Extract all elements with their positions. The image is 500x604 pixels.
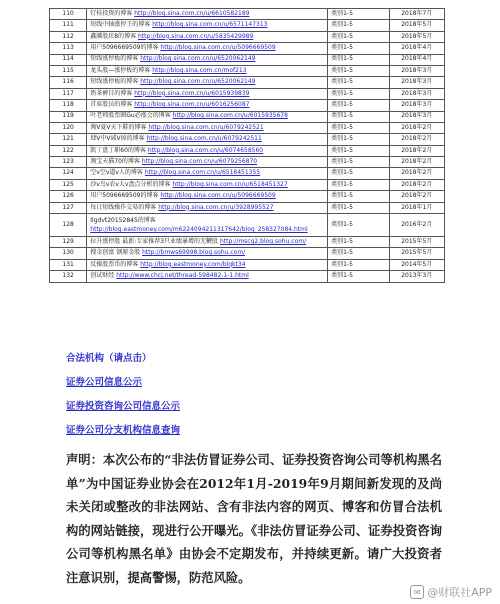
date-cell: 2018年4月 <box>389 43 444 54</box>
site-name: 短线中轴涨停王的博客 <box>90 21 151 29</box>
category-cell: 类别1-5 <box>328 134 389 145</box>
site-name: 龙头股—涨停板的博客 <box>90 66 151 74</box>
table-row <box>50 77 445 88</box>
category-cell: 类别1-5 <box>328 31 389 42</box>
investment-consulting-info-link[interactable]: 证券投资咨询公司信息公示 <box>66 401 181 412</box>
table-row <box>50 65 445 76</box>
table-row <box>50 202 445 213</box>
date-cell: 2016年2月 <box>389 214 444 237</box>
category-cell: 类别1-5 <box>328 248 389 259</box>
date-cell: 2018年7月 <box>389 9 444 20</box>
site-name: 沙v鸟v农v大v盘点分析的博客 <box>90 180 171 188</box>
row-number: 129 <box>50 237 87 248</box>
row-number: 119 <box>50 111 87 122</box>
date-cell: 2018年2月 <box>389 168 444 179</box>
table-row <box>50 191 445 202</box>
site-name: 叶老师股票圈Gu必涨会的博客 <box>90 112 171 120</box>
category-cell: 类别1-5 <box>328 237 389 248</box>
site-url-link[interactable]: http://blog.sina.com.cn/u/6610582189 <box>134 9 250 17</box>
site-name: 短线涨停板的博客 <box>90 55 139 63</box>
site-name-cell <box>87 122 328 133</box>
row-number: 113 <box>50 43 87 54</box>
table-row <box>50 100 445 111</box>
table-row <box>50 168 445 179</box>
site-name-cell <box>87 65 328 76</box>
date-cell: 2018年3月 <box>389 77 444 88</box>
row-number: 125 <box>50 179 87 190</box>
site-name: 搜金创富 钢原金股 <box>90 249 141 257</box>
table-row <box>50 111 445 122</box>
site-name-cell <box>87 145 328 156</box>
site-name-cell <box>87 179 328 190</box>
site-name-cell <box>87 202 328 213</box>
category-cell: 类别1-5 <box>328 77 389 88</box>
site-name: 首席股员的博客 <box>90 101 133 109</box>
site-name: 短线涨停板的博客 <box>90 78 139 86</box>
site-url-link[interactable]: http://blog.sina.com.cn/u/6079242521 <box>148 123 264 131</box>
blacklist-table <box>49 8 445 283</box>
date-cell: 2018年2月 <box>389 145 444 156</box>
date-cell: 2018年3月 <box>389 65 444 76</box>
table-row <box>50 31 445 42</box>
site-name: 鑫膦股状8的博客 <box>90 32 137 40</box>
table-row <box>50 43 445 54</box>
site-name: 用户5096669509的博客 <box>90 192 159 200</box>
site-name-cell <box>87 168 328 179</box>
row-number: 111 <box>50 20 87 31</box>
site-name: 肆V中V诚V掉的博客 <box>90 135 145 143</box>
date-cell: 2018年3月 <box>389 111 444 122</box>
category-cell: 类别1-5 <box>328 88 389 99</box>
category-cell: 类别1-5 <box>328 214 389 237</box>
row-number: 130 <box>50 248 87 259</box>
row-number: 126 <box>50 191 87 202</box>
site-url-link[interactable]: http://blog.sina.com.cn/u/6571147313 <box>152 21 268 29</box>
site-name: 反操股票币的博客 <box>90 260 139 268</box>
date-cell: 2018年4月 <box>389 54 444 65</box>
site-name: 奶茶裤目的博客 <box>90 89 133 97</box>
site-name: 空v空v道v人的博客 <box>90 169 143 177</box>
site-url-link[interactable]: http://blog.sina.com.cn/u/6079256870 <box>141 157 258 165</box>
table-row <box>50 9 445 20</box>
row-number: 131 <box>50 259 87 270</box>
watermark-text: @财联社APP <box>427 586 492 599</box>
row-number: 114 <box>50 54 87 65</box>
table-row <box>50 179 445 190</box>
table-row <box>50 54 445 65</box>
legal-institutions-section <box>66 350 180 446</box>
site-name-cell <box>87 100 328 111</box>
category-cell: 类别1-5 <box>328 20 389 31</box>
row-number: 120 <box>50 122 87 133</box>
site-name-cell <box>87 214 328 237</box>
category-cell: 类别1-5 <box>328 9 389 20</box>
category-cell: 类别1-5 <box>328 259 389 270</box>
site-name: 每日短线操作交易的博客 <box>90 203 157 211</box>
site-name-cell <box>87 237 328 248</box>
site-name: 凯丁盘丁职60的博客 <box>90 146 146 154</box>
watermark <box>410 584 492 600</box>
category-cell: 类别1-5 <box>328 111 389 122</box>
table-row <box>50 134 445 145</box>
category-cell: 类别1-5 <box>328 271 389 282</box>
site-name-cell <box>87 9 328 20</box>
branch-office-query-link[interactable]: 证券公司分支机构信息查询 <box>66 425 181 436</box>
site-url-link[interactable]: http://mscq2.blog.sohu.com/ <box>219 237 307 245</box>
site-name-cell <box>87 134 328 145</box>
site-url-link[interactable]: http://blog.eastmoney.com/m6224094211317642/blog_258327084.html <box>90 226 308 234</box>
table-row <box>50 214 445 237</box>
category-cell: 类别1-5 <box>328 168 389 179</box>
site-name-cell <box>87 248 328 259</box>
site-name-cell <box>87 31 328 42</box>
row-number: 116 <box>50 77 87 88</box>
site-name: 淘V夏V天下鞋的博客 <box>90 123 147 131</box>
site-name-cell <box>87 54 328 65</box>
site-url-link[interactable]: http://bmws69998.blog.sohu.com/ <box>142 249 246 257</box>
date-cell: 2018年5月 <box>389 31 444 42</box>
site-name-cell <box>87 191 328 202</box>
site-name: 淘宝天猫70的博客 <box>90 157 140 165</box>
site-name-cell <box>87 88 328 99</box>
site-name-cell <box>87 43 328 54</box>
date-cell: 2018年2月 <box>389 134 444 145</box>
site-name-cell <box>87 157 328 168</box>
table-row <box>50 237 445 248</box>
category-cell: 类别1-5 <box>328 179 389 190</box>
table-row <box>50 20 445 31</box>
date-cell: 2018年3月 <box>389 100 444 111</box>
site-url-link[interactable]: http://blog.sina.com.cn/u/5096669509 <box>160 192 276 200</box>
category-cell: 类别1-5 <box>328 202 389 213</box>
site-name-cell <box>87 271 328 282</box>
site-name-cell <box>87 259 328 270</box>
site-url-link[interactable]: http://blog.sina.com.cn/u/6520062149 <box>140 55 256 63</box>
site-url-link[interactable]: http://blog.sina.com.cn/u/3928995527 <box>158 203 274 211</box>
table-row <box>50 271 445 282</box>
table-row <box>50 145 445 156</box>
site-url-link[interactable]: http://blog.sina.com.cn/u/5096669509 <box>160 44 276 52</box>
category-cell: 类别1-5 <box>328 100 389 111</box>
category-cell: 类别1-5 <box>328 65 389 76</box>
site-url-link[interactable]: http://blog.sina.com.cn/u/6518451355 <box>144 169 261 177</box>
date-cell: 2018年2月 <box>389 191 444 202</box>
site-url-link[interactable]: http://blog.sina.com.cn/u/6074658560 <box>147 146 264 154</box>
table-row <box>50 248 445 259</box>
site-name: 用户5096669509的博客 <box>90 44 159 52</box>
site-name: Ilgdvt20152845的博客 <box>90 217 156 225</box>
row-number: 117 <box>50 88 87 99</box>
site-name-cell <box>87 20 328 31</box>
date-cell: 2018年1月 <box>389 202 444 213</box>
date-cell: 2018年3月 <box>389 88 444 99</box>
site-url-link[interactable]: http://blog.sina.com.cn/mof213 <box>152 66 247 74</box>
category-cell: 类别1-5 <box>328 191 389 202</box>
date-cell: 2015年5月 <box>389 237 444 248</box>
row-number: 123 <box>50 157 87 168</box>
site-url-link[interactable]: http://blog.sina.com.cn/u/6015939839 <box>134 89 250 97</box>
table-row <box>50 259 445 270</box>
site-url-link[interactable]: http://blog.sina.com.cn/u/5835429989 <box>138 32 254 40</box>
date-cell: 2014年5月 <box>389 259 444 270</box>
table-row <box>50 122 445 133</box>
date-cell: 2013年3月 <box>389 271 444 282</box>
row-number: 124 <box>50 168 87 179</box>
date-cell: 2018年5月 <box>389 20 444 31</box>
row-number: 115 <box>50 65 87 76</box>
securities-company-info-link[interactable]: 证券公司信息公示 <box>66 377 143 388</box>
site-url-link[interactable]: http://blog.sina.com.cn/u/6079242511 <box>146 135 262 143</box>
category-cell: 类别1-5 <box>328 145 389 156</box>
category-cell: 类别1-5 <box>328 54 389 65</box>
site-name-cell <box>87 77 328 88</box>
site-name: 钌桂投资的博客 <box>90 9 133 17</box>
site-url-link[interactable]: http://blog.sina.com.cn/u/6520062149 <box>140 78 256 86</box>
date-cell: 2015年5月 <box>389 248 444 259</box>
row-number: 122 <box>50 145 87 156</box>
site-url-link[interactable]: http://blog.eastmoney.com/blqkt34 <box>140 260 246 268</box>
site-url-link[interactable]: http://blog.sina.com.cn/u/6015935678 <box>172 112 288 120</box>
category-cell: 类别1-5 <box>328 43 389 54</box>
category-cell: 类别1-5 <box>328 157 389 168</box>
site-url-link[interactable]: http://blog.sina.com.cn/u/6518451327 <box>172 180 288 188</box>
disclaimer-statement: 声明：本次公布的“非法仿冒证券公司、证券投资咨询公司等机构黑名单”为中国证券业协会在2012年1月-2019年9月期间新发现的及尚未关闭或整改的非法网站、含有非法内容的网页、博客和仿冒合法机构的网站链接，现进行公开曝光。《非法仿冒证券公司、证券投资咨询公司等机构黑名单》由协会不定期发布，并持续更新。请广大投资者注意识别，提高警惕，防范风险。 <box>66 452 442 585</box>
date-cell: 2018年2月 <box>389 157 444 168</box>
date-cell: 2018年2月 <box>389 122 444 133</box>
row-number: 127 <box>50 202 87 213</box>
row-number: 121 <box>50 134 87 145</box>
row-number: 128 <box>50 214 87 237</box>
site-name-cell <box>87 111 328 122</box>
category-cell: 类别1-5 <box>328 122 389 133</box>
table-row <box>50 88 445 99</box>
row-number: 118 <box>50 100 87 111</box>
app-logo-icon: ✉ <box>410 585 424 599</box>
row-number: 112 <box>50 31 87 42</box>
row-number: 110 <box>50 9 87 20</box>
site-url-link[interactable]: http://www.chcj.net/thread-598482-1-1.html <box>116 272 249 280</box>
site-name: 创试财经 <box>90 272 115 280</box>
site-name: 拉升涨停股 最新:专家推荐3只业绩暴增的无鞭股 <box>90 237 219 245</box>
row-number: 132 <box>50 271 87 282</box>
site-url-link[interactable]: http://blog.sina.com.cn/u/6016256087 <box>134 101 250 109</box>
table-row <box>50 157 445 168</box>
date-cell: 2018年2月 <box>389 179 444 190</box>
legal-institutions-heading: 合法机构（请点击） <box>66 353 152 364</box>
